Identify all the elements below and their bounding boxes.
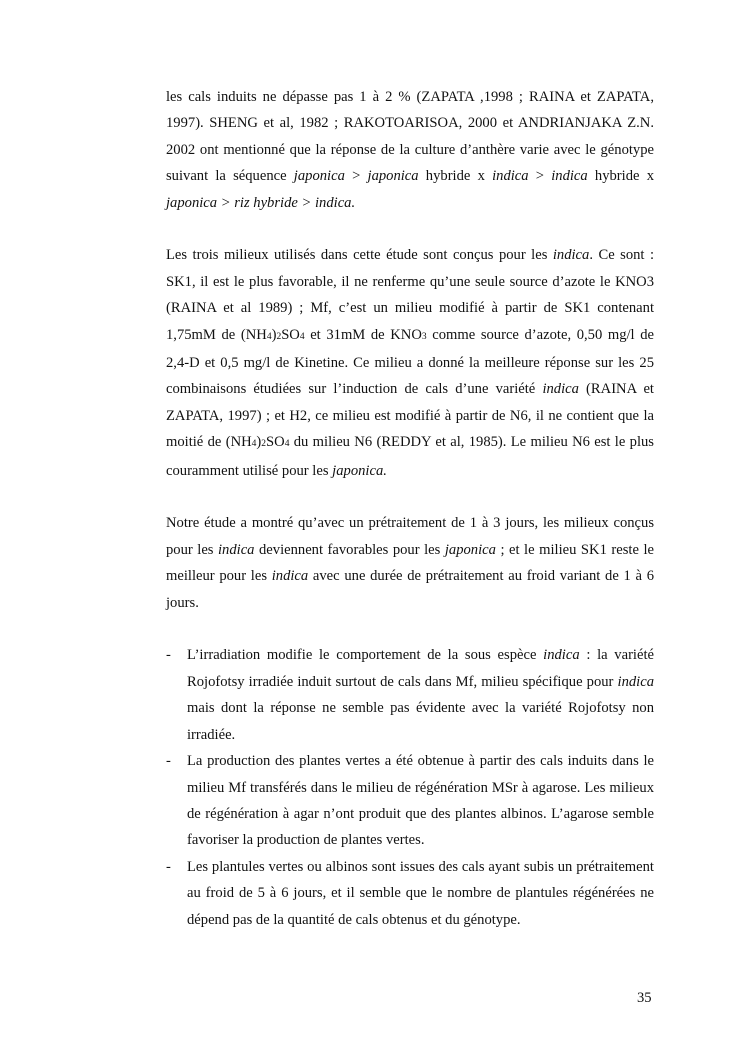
page-number: 35 <box>637 990 652 1006</box>
dash-bullet: - <box>166 753 171 770</box>
page-body <box>166 84 654 933</box>
paragraph-genotype-response: les cals induits ne dépasse pas 1 à 2 % (ZAPATA ,1998 ; RAINA et ZAPATA, 1997). SHENG et al, 1982 ; RAKOTOARISOA, 2000 et ANDRIANJAKA Z.N. 2002 ont mentionné que la réponse de la culture d’anthère varie avec le génotype suivant la séquence japonica > japonica hybride x indica > indica hybride x japonica > riz hybride > indica. <box>166 89 654 211</box>
list-item: - L’irradiation modifie le comportement de la sous espèce indica : la variété Rojofotsy irradiée induit surtout de cals dans Mf, milieu spécifique pour indica mais dont la réponse ne semble pas évidente avec la variété Rojofotsy non irradiée. <box>166 642 654 748</box>
list-item: - La production des plantes vertes a été obtenue à partir des cals induits dans le milieu Mf transférés dans le milieu de régénération MSr à agarose. Les milieux de régénération à agar n’ont produit que des plantes albinos. L’agarose semble favoriser la production de plantes vertes. <box>166 748 654 854</box>
conclusions-list <box>166 642 654 932</box>
paragraph-three-media: Les trois milieux utilisés dans cette étude sont conçus pour les indica. Ce sont : SK1, il est le plus favorable, il ne renferme qu’une seule source d’azote le KNO3 (RAINA et al 1989) ; Mf, c’est un milieu modifié à partir de SK1 contenant 1,75mM de (NH4)2SO4 et 31mM de KNO3 comme source d’azote, 0,50 mg/l de 2,4-D et 0,5 mg/l de Kinetine. Ce milieu a donné la meilleure réponse sur les 25 combinaisons étudiées sur l’induction de cals d’une variété indica (RAINA et ZAPATA, 1997) ; et H2, ce milieu est modifié à partir de N6, il ne contient que la moitié de (NH4)2SO4 du milieu N6 (REDDY et al, 1985). Le milieu N6 est le plus couramment utilisé pour les japonica. <box>166 247 655 479</box>
dash-bullet: - <box>166 647 171 664</box>
dash-bullet: - <box>166 858 171 875</box>
paragraph-pretreatment-study: Notre étude a montré qu’avec un prétraitement de 1 à 3 jours, les milieux conçus pour les indica deviennent favorables pour les japonica ; et le milieu SK1 reste le meilleur pour les indica avec une durée de prétraitement au froid variant de 1 à 6 jours. <box>166 515 654 611</box>
list-item: - Les plantules vertes ou albinos sont issues des cals ayant subis un prétraitement au froid de 5 à 6 jours, et il semble que le nombre de plantules régénérées ne dépend pas de la quantité de cals obtenus et du génotype. <box>166 854 654 933</box>
